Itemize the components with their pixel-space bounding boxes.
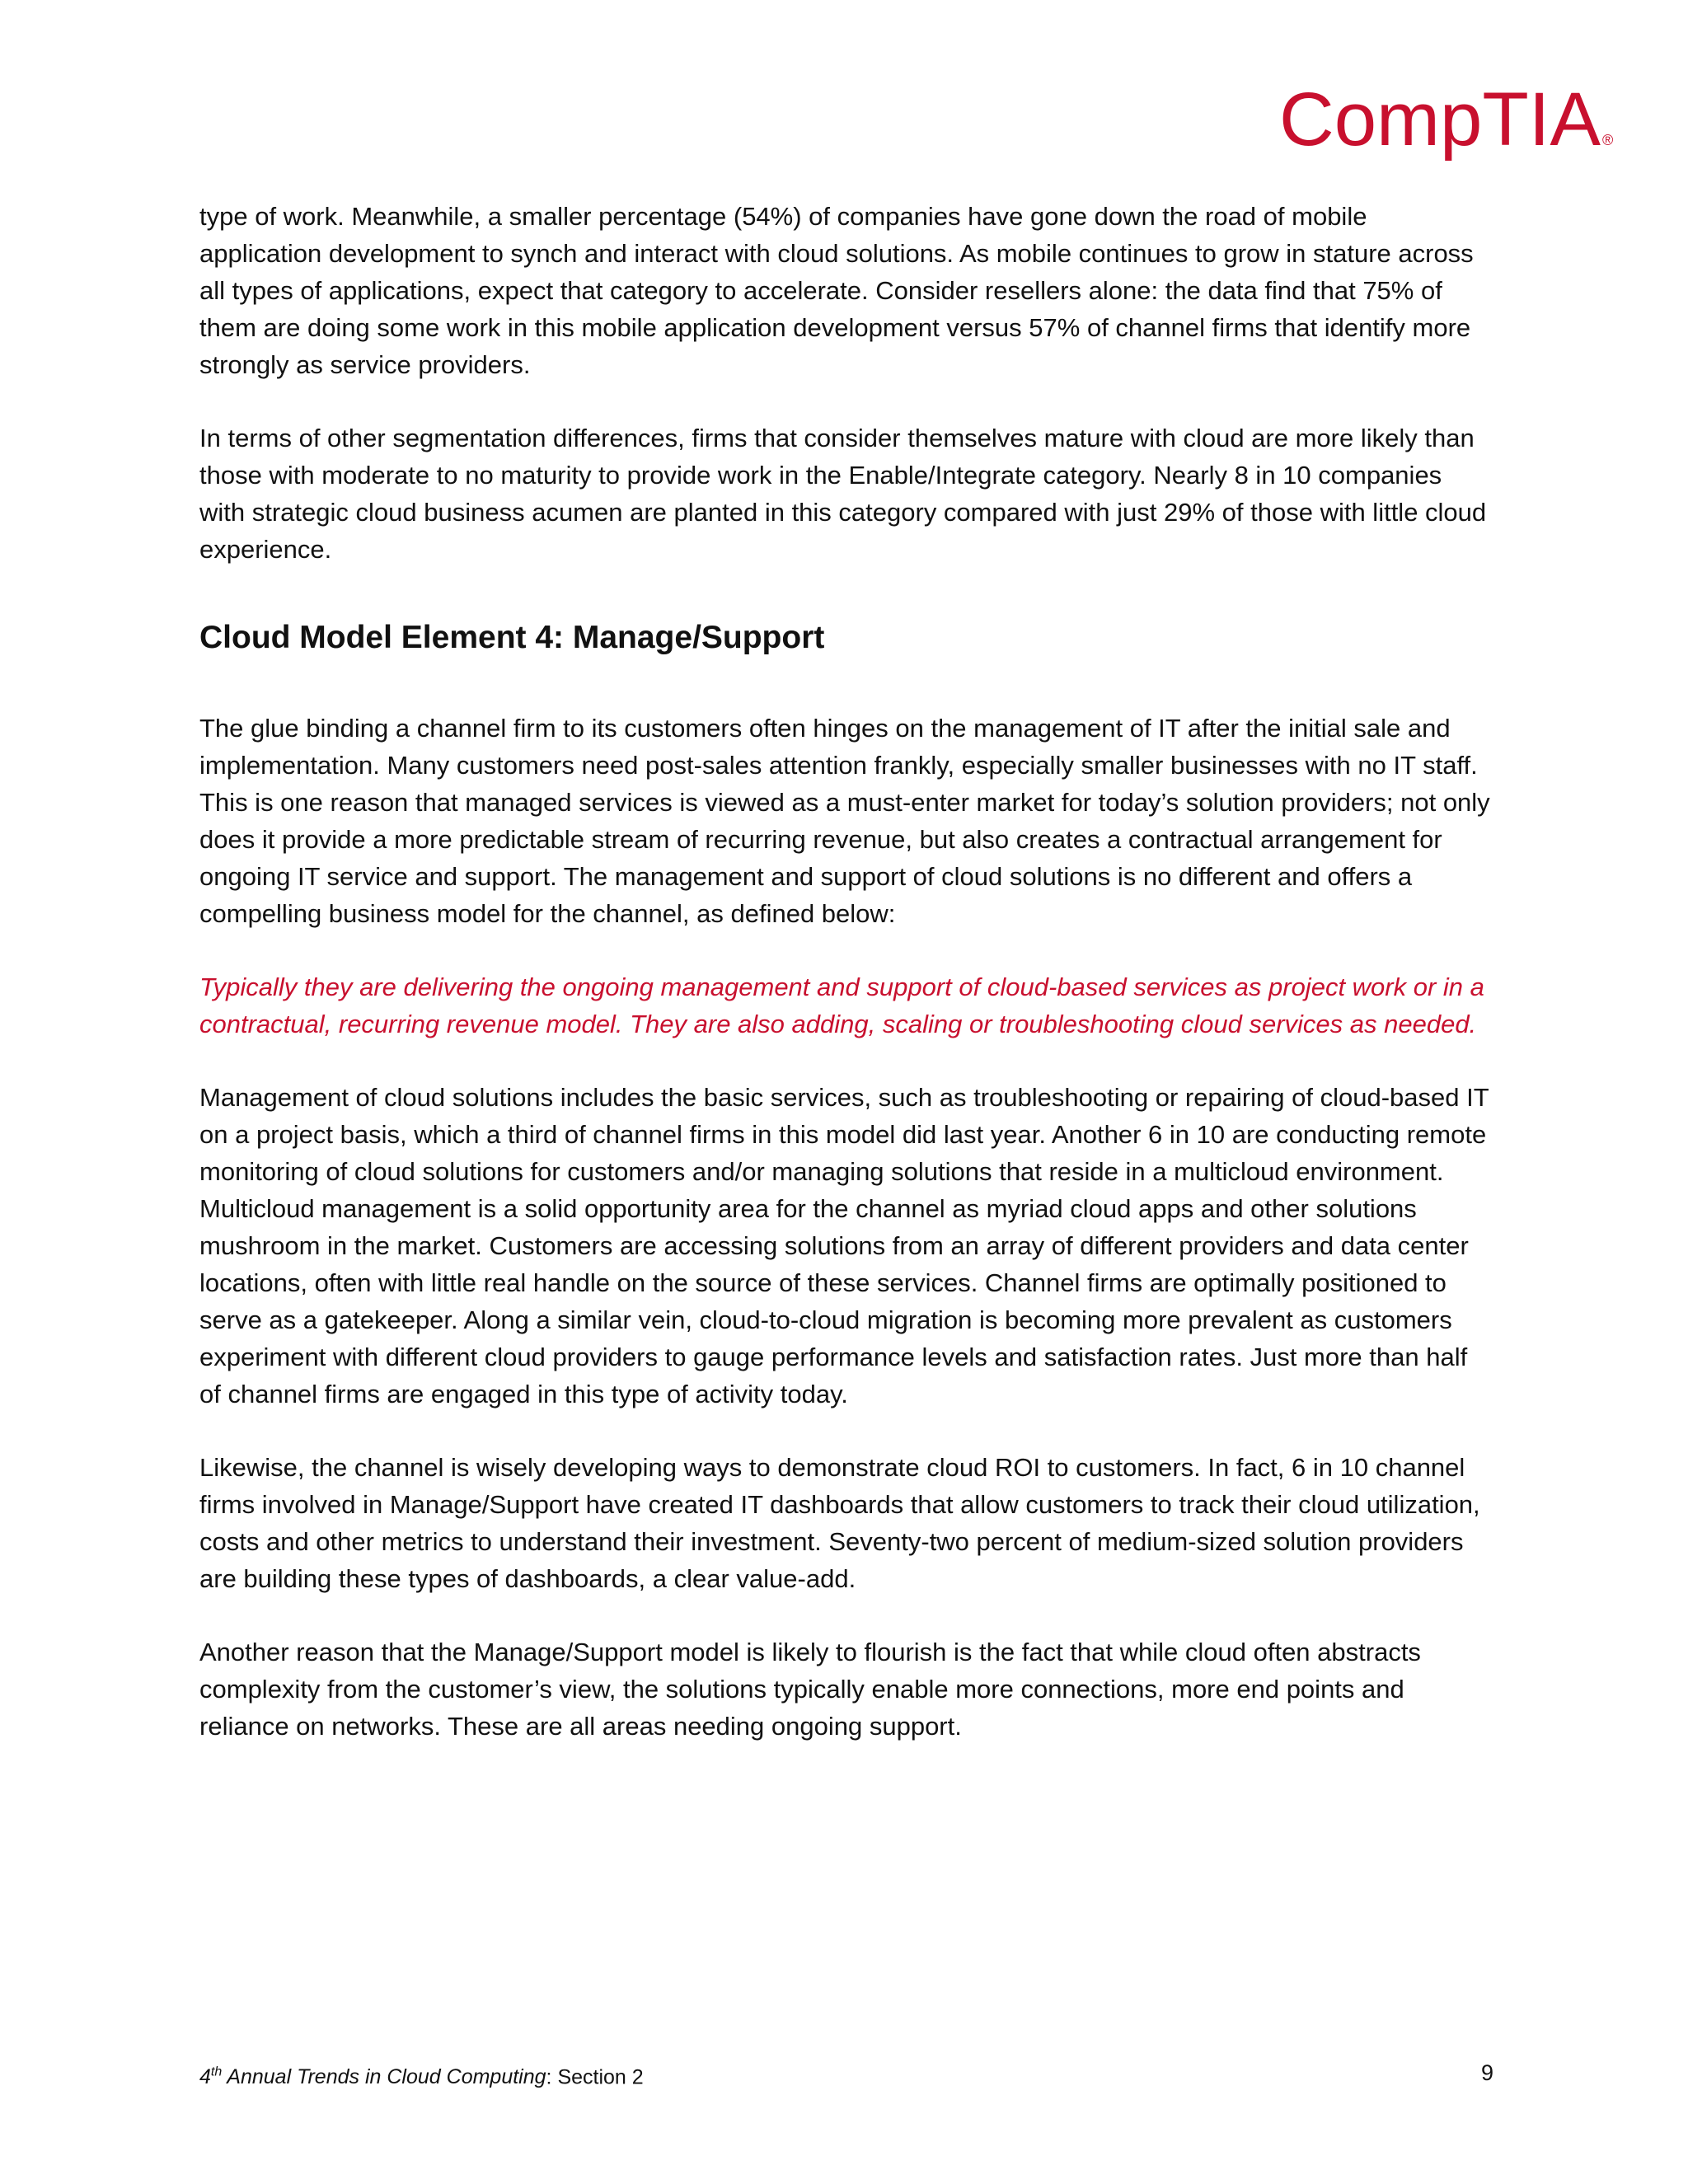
footer-title-text: Annual Trends in Cloud Computing [227, 2065, 546, 2089]
page-footer [199, 2060, 1493, 2089]
paragraph-management: Management of cloud solutions includes the basic services, such as troubleshooting or repairing of cloud-based IT on a project basis, which a third of channel firms in this model did last year. Another 6 in 10 are conducting remote monitoring of cloud solutions for customers and/or managing solutions that reside in a multicloud environment. Multicloud management is a solid opportunity area for the channel as myriad cloud apps and other solutions mushroom in the market. Customers are accessing solutions from an array of different providers and data center locations, often with little real handle on the source of these services. Channel firms are optimally positioned to serve as a gatekeeper. Along a similar vein, cloud-to-cloud migration is becoming more prevalent as customers experiment with different cloud providers to gauge performance levels and satisfaction rates. Just more than half of channel firms are engaged in this type of activity today. [199, 1083, 1489, 1408]
paragraph-segmentation: In terms of other segmentation differences, firms that consider themselves mature with cloud are more likely than those with moderate to no maturity to provide work in the Enable/Integrate category. Nearly 8 in 10 companies with strategic cloud business acumen are planted in this category compared with just 29% of those with little cloud experience. [199, 424, 1487, 564]
paragraph-mobile-development: type of work. Meanwhile, a smaller percentage (54%) of companies have gone down the road of mobile application development to synch and interact with cloud solutions. As mobile continues to grow in stature across all types of applications, expect that category to accelerate. Consider resellers alone: the data find that 75% of them are doing some work in this mobile application development versus 57% of channel firms that identify more strongly as service providers. [199, 202, 1474, 379]
comptia-logo [1279, 79, 1625, 162]
section-heading: Cloud Model Element 4: Manage/Support [199, 620, 825, 655]
footer-section-label: : Section 2 [546, 2065, 644, 2089]
footer-edition-suffix: th [210, 2065, 223, 2079]
logo-registered-mark: ® [1602, 132, 1614, 148]
paragraph-roi: Likewise, the channel is wisely developing ways to demonstrate cloud ROI to customers. In fact, 6 in 10 channel firms involved in Manage/Support have created IT dashboards that allow customers to track their cloud utilization, costs and other metrics to understand their investment. Seventy-two percent of medium-sized solution providers are building these types of dashboards, a clear value-add. [199, 1453, 1480, 1593]
footer-report-title [199, 2060, 644, 2089]
paragraph-flourish: Another reason that the Manage/Support model is likely to flourish is the fact that while cloud often abstracts complexity from the customer’s view, the solutions typically enable more connections, more end points and reliance on networks. These are all areas needing ongoing support. [199, 1638, 1421, 1741]
footer-edition-number: 4 [199, 2065, 211, 2089]
paragraph-intro: The glue binding a channel firm to its customers often hinges on the management of IT after the initial sale and implementation. Many customers need post-sales attention frankly, especially smaller businesses with no IT staff. This is one reason that managed services is viewed as a must-enter market for today’s solution providers; not only does it provide a more predictable stream of recurring revenue, but also creates a contractual arrangement for ongoing IT service and support. The management and support of cloud solutions is no different and offers a compelling business model for the channel, as defined below: [199, 714, 1490, 928]
page-number: 9 [1480, 2060, 1493, 2085]
document-body [199, 198, 1493, 1781]
definition-callout: Typically they are delivering the ongoing management and support of cloud-based services as project work or in a contractual, recurring revenue model. They are also adding, scaling or troubleshooting cloud services as needed. [199, 972, 1484, 1038]
logo-wordmark: CompTIA [1279, 79, 1601, 162]
